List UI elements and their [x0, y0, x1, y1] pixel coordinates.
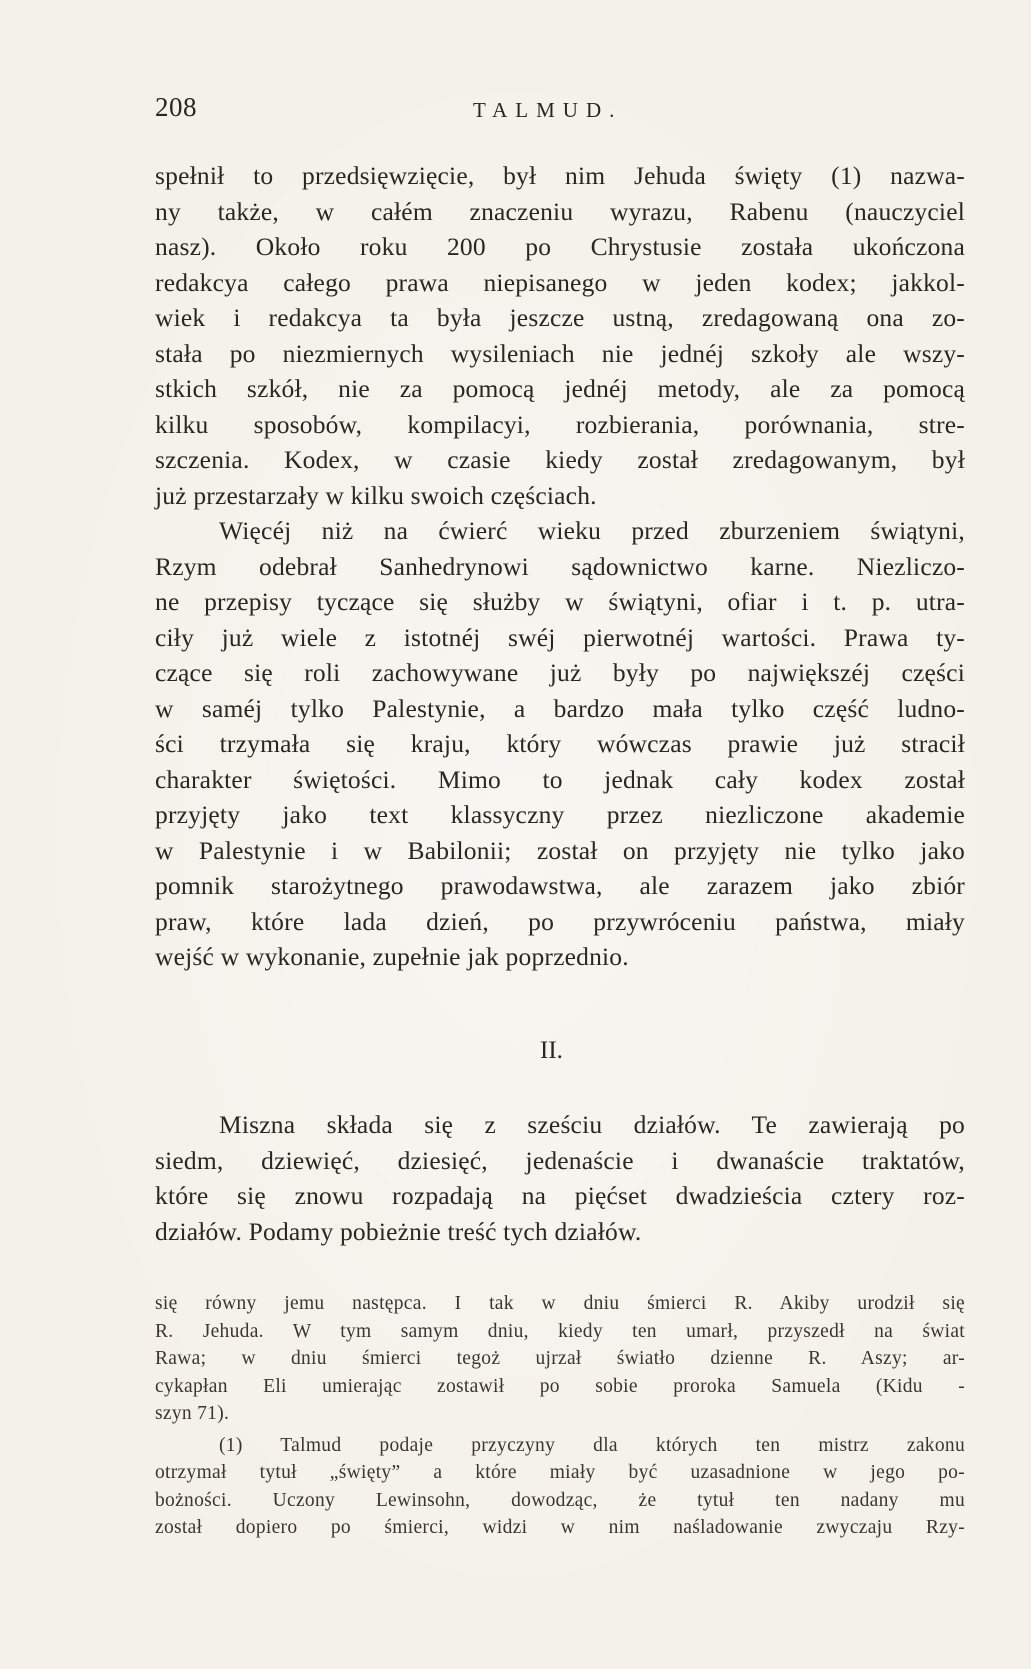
text-line: działów. Podamy pobieżnie treść tych działów.	[155, 1216, 642, 1246]
page-number: 208	[155, 92, 197, 122]
text-line: Miszna składa się z sześciu działów. Te zawierają po	[219, 1110, 965, 1139]
text-line: Rzym odebrał Sanhedrynowi sądownictwo karne. Niezliczo-	[155, 551, 965, 581]
text-line: ny także, w całém znaczeniu wyrazu, Rabenu (nauczyciel	[155, 196, 965, 226]
text-line: w Palestynie i w Babilonii; został on przyjęty nie tylko jako	[155, 835, 965, 865]
text-line: ne przepisy tyczące się służby w świątyni, ofiar i t. p. utra-	[155, 587, 965, 616]
text-line: stała po niezmiernych wysileniach nie jednéj szkoły ale wszy-	[155, 338, 965, 368]
text-line: ciły już wiele z istotnéj swéj pierwotnéj wartości. Prawa ty-	[155, 622, 965, 652]
paragraph-1	[155, 158, 965, 513]
text-line: spełnił to przedsięwzięcie, był nim Jehuda święty (1) nazwa-	[155, 161, 965, 190]
text-line: siedm, dziewięć, dziesięć, jedenaście i dwanaście traktatów,	[155, 1145, 965, 1175]
text-line: wiek i redakcya ta była jeszcze ustną, zredagowaną ona zo-	[155, 303, 965, 332]
paragraph-2	[155, 513, 965, 975]
text-line: przyjęty jako text klassyczny przez niezliczone akademie	[155, 800, 965, 829]
text-line: pomnik starożytnego prawodawstwa, ale zarazem jako zbiór	[155, 871, 965, 900]
page-header	[155, 88, 965, 128]
footnote-line: został dopiero po śmierci, widzi w nim naśladowanie zwyczaju Rzy-	[155, 1517, 965, 1538]
footnote-line: cykapłan Eli umierając zostawił po sobie proroka Samuela (Kidu -	[155, 1375, 965, 1397]
footnote-line: (1) Talmud podaje przyczyny dla których ten mistrz zakonu	[219, 1434, 965, 1456]
footnote-line: R. Jehuda. W tym samym dniu, kiedy ten umarł, przyszedł na świat	[155, 1320, 965, 1342]
text-line: czące się roli zachowywane już były po największéj części	[155, 658, 965, 687]
main-text	[155, 158, 965, 975]
footnote-line: Rawa; w dniu śmierci tegoż ujrzał światło dzienne R. Aszy; ar-	[155, 1348, 965, 1369]
text-line: które się znowu rozpadają na pięćset dwadzieścia cztery roz-	[155, 1181, 965, 1210]
text-line: szczenia. Kodex, w czasie kiedy został zredagowanym, był	[155, 445, 965, 474]
footnote-line: się równy jemu następca. I tak w dniu śmierci R. Akiby urodził się	[155, 1293, 965, 1314]
text-line: redakcya całego prawa niepisanego w jeden kodex; jakkol-	[155, 267, 965, 297]
section-heading: II.	[540, 1037, 563, 1064]
paragraph-3	[155, 1107, 965, 1249]
running-title: TALMUD.	[473, 98, 623, 122]
footnote-1	[155, 1432, 965, 1542]
text-line: kilku sposobów, kompilacyi, rozbierania, porównania, stre-	[155, 409, 965, 439]
text-line: Więcéj niż na ćwierć wieku przed zburzeniem świątyni,	[219, 516, 965, 545]
text-line: praw, które lada dzień, po przywróceniu państwa, miały	[155, 906, 965, 936]
footnote-continued	[155, 1290, 965, 1428]
text-line: stkich szkół, nie za pomocą jednéj metody, ale za pomocą	[155, 374, 965, 403]
footnote-line: szyn 71).	[155, 1403, 230, 1424]
text-line: już przestarzały w kilku swoich częściach.	[155, 480, 597, 510]
text-line: charakter świętości. Mimo to jednak cały kodex został	[155, 764, 965, 794]
footnote-line: otrzymał tytuł „święty” a które miały być uzasadnione w jego po-	[155, 1462, 965, 1483]
text-line: w saméj tylko Palestynie, a bardzo mała tylko część ludno-	[155, 693, 965, 723]
text-line: nasz). Około roku 200 po Chrystusie została ukończona	[155, 232, 965, 261]
footnote-line: bożności. Uczony Lewinsohn, dowodząc, że tytuł ten nadany mu	[155, 1489, 965, 1511]
section-text	[155, 1107, 965, 1249]
text-line: wejść w wykonanie, zupełnie jak poprzednio.	[155, 942, 629, 971]
footnotes	[155, 1290, 965, 1542]
text-line: ści trzymała się kraju, który wówczas prawie już stracił	[155, 729, 965, 758]
